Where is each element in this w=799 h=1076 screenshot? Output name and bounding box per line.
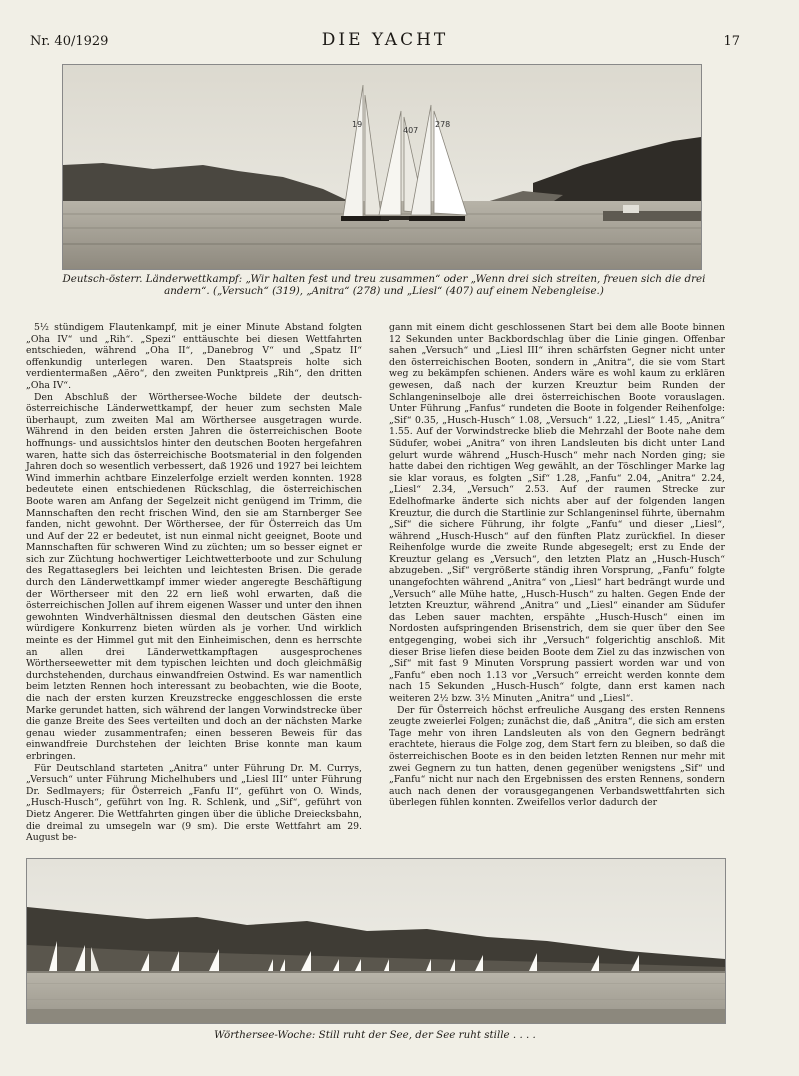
paragraph: Der für Österreich höchst erfreuliche Ausgang des ersten Rennens zeugte zweierlei Folgen; zunächst die, daß „Anitra“, die sich am ersten Tage mehr von ihren Landsleuten als von den Gegnern bedrängt erachtete, hieraus die Folge zog, dem Start fern zu bleiben, so daß die österreichischen Boote es in den beiden letzten Rennen nur mehr mit zwei Gegnern zu tun hatten, denen gegenüber wenigstens „Sif“ und „Fanfu“ nicht nur nach den Ergebnissen des ersten Rennens, sondern auch nach denen der vorausgegangenen Verbandswettfahrten sich überlegen fühlen konnten. Zweifellos verlor dadurch der — [389, 704, 725, 809]
text-column-right — [389, 322, 725, 809]
paragraph: 5½ stündigem Flautenkampf, mit je einer Minute Abstand folgten „Oha IV“ und „Rih“. „Spezi“ enttäuschte bei diesen Wettfahrten entschieden, während „Oha II“, „Danebrog V“ und „Spatz II“ offenkundig unterlegen waren. Den Staatspreis holte sich verdientermaßen „Aëro“, den zweiten Punktpreis „Rih“, den dritten „Oha IV“. — [26, 322, 362, 391]
photo-regatta-boats — [62, 64, 702, 270]
magazine-title: DIE YACHT — [321, 30, 449, 50]
caption-bottom: Wörthersee-Woche: Still ruht der See, der See ruht stille . . . . — [214, 1029, 536, 1041]
sailboats-photo-graphic — [63, 65, 701, 269]
sail-number-19: 19 — [352, 120, 363, 129]
paragraph: gann mit einem dicht geschlossenen Start bei dem alle Boote binnen 12 Sekunden unter Backbordschlag über die Linie gingen. Offenbar sahen „Versuch“ und „Liesl III“ ihren schärfsten Gegner nicht unter den österreichischen Booten, sondern in „Anitra“, die sie vom Start weg zu bekämpfen schienen. Anders wäre es wohl kaum zu erklären gewesen, daß nach der kurzen Kreuztur beim Runden der Schlangeninselboje alle drei österreichischen Boote vorauslagen. Unter Führung „Fanfus“ rundeten die Boote in folgender Reihenfolge: „Sif“ 0.35, „Husch-Husch“ 1.08, „Versuch“ 1.22, „Liesl“ 1.45, „Anitra“ 1.55. Auf der Vorwindstrecke blieb die Mehrzahl der Boote nahe dem Südufer, wobei „Anitra“ von ihren Landsleuten bis dicht unter Land gelurt wurde während „Husch-Husch“ mehr nach Norden ging; sie hatte dabei den richtigen Weg gewählt, an der Töschlinger Marke lag sie klar voraus, es folgten „Sif“ 1.28, „Fanfu“ 2.04, „Anitra“ 2.24, „Liesl“ 2.34, „Versuch“ 2.53. Auf der raumen Strecke zur Edelhofmarke änderte sich nichts aber auf der folgenden langen Kreuztur, die durch die Startlinie zur Schlangeninsel führte, übernahm „Sif“ die sichere Führung, ihr folgte „Fanfu“ und dieser „Liesl“, während „Husch-Husch“ auf den fünften Platz zurückfiel. In dieser Reihenfolge wurde die zweite Runde abgesegelt; erst zu Ende der Kreuztur gelang es „Versuch“, den letzten Platz an „Husch-Husch“ abzugeben. „Sif“ vergrößerte ständig ihren Vorsprung, „Fanfu“ folgte unangefochten während „Anitra“ von „Liesl“ hart bedrängt wurde und „Versuch“ alle Mühe hatte, „Husch-Husch“ zu halten. Gegen Ende der letzten Kreuztur, während „Anitra“ und „Liesl“ einander am Südufer das Leben sauer machten, erspähte „Husch-Husch“ einen im Nordosten aufspringenden Brisenstrich, dem sie quer über den See entgegenging, wobei sich ihr „Versuch“ folgerichtig anschloß. Mit dieser Brise liefen diese beiden Boote dem Ziel zu das inzwischen von „Sif“ mit fast 9 Minuten Vorsprung passiert worden war und von „Fanfu“ eben noch 1.13 vor „Versuch“ erreicht werden konnte dem nach 15 Sekunden „Husch-Husch“ folgte, dann erst kamen nach weiteren 2½ bzw. 3½ Minuten „Anitra“ und „Liesl“. — [389, 322, 725, 704]
page-header — [30, 30, 740, 54]
paragraph: Für Deutschland starteten „Anitra“ unter Führung Dr. M. Currys, „Versuch“ unter Führung Michelhubers und „Liesl III“ unter Führung Dr. Sedlmayers; für Österreich „Fanfu II“, geführt von O. Winds, „Husch-Husch“, geführt von Ing. R. Schlenk, und „Sif“, geführt von Dietz Angerer. Die Wettfahrten gingen über die übliche Dreiecksbahn, die dreimal zu umsegeln war (9 sm). Die erste Wettfahrt am 29. August be- — [26, 762, 362, 844]
issue-number: Nr. 40/1929 — [30, 34, 109, 49]
lake-fleet-photo-graphic — [27, 859, 725, 1023]
photo-lake-fleet — [26, 858, 726, 1024]
sail-number-278: 278 — [435, 120, 451, 129]
page-number: 17 — [723, 34, 740, 49]
sail-number-407: 407 — [403, 126, 419, 135]
paragraph: Den Abschluß der Wörthersee-Woche bildete der deutsch-österreichische Länderwettkampf, der heuer zum sechsten Male überhaupt, zum zweiten Mal am Wörthersee ausgetragen wurde. Während in den beiden ersten Jahren die österreichischen Boote hoffnungs- und aussichtslos hinter den deutschen Booten hergefahren waren, hatte sich das österreichische Bootsmaterial in den folgenden Jahren doch so wesentlich verbessert, daß 1926 und 1927 bei leichtem Wind immerhin achtbare Einzelerfolge erzielt werden konnten. 1928 bedeutete einen entschiedenen Rückschlag, die österreichischen Boote waren am Anfang der Segelzeit nicht genügend im Trimm, die Mannschaften den recht frischen Wind, den sie am Starnberger See fanden, nicht gewohnt. Der Wörthersee, der für Österreich das Um und Auf der 22 er bedeutet, ist nun einmal nicht geeignet, Boote und Mannschaften für schweren Wind zu züchten; um so besser eignet er sich zur Züchtung hochwertiger Leichtwetterboote und zur Schulung des Regattaseglers bei leichten und leichtesten Brisen. Die gerade durch den Länderwettkampf immer wieder angeregte Beschäftigung der Wörtherseer mit den 22 ern ließ wohl erwarten, daß die österreichischen Jollen auf ihrem eigenen Wasser und unter den ihnen gewohnten Windverhältnissen diesmal den deutschen Gästen eine würdigere Konkurrenz bieten würden als je vorher. Und wirklich meinte es der Himmel gut mit den Einheimischen, denn es herrschte an allen drei Länderwettkampftagen ausgesprochenes Wörtherseewetter mit dem typischen leichten und doch gleichmäßig durchstehenden, durchaus einwandfreien Ostwind. Es war namentlich beim letzten Rennen hoch interessant zu beobachten, wie die Boote, die nach der ersten kurzen Kreuzstrecke enggeschlossen die erste Marke gerundet hatten, sich während der langen Vorwindstrecke über die ganze Breite des Sees verteilten und doch an der nächsten Marke genau wieder zusammentrafen; einen besseren Beweis für das einwandfreie Durchstehen der leichten Brise konnte man kaum erbringen. — [26, 391, 362, 762]
caption-top: Deutsch-österr. Länderwettkampf: „Wir halten fest und treu zusammen“ oder „Wenn drei sich streiten, freuen sich die drei andern“. („Versuch“ (319), „Anitra“ (278) und „Liesl“ (407) auf einem Nebengleise.) — [62, 273, 706, 297]
text-column-left — [26, 322, 362, 844]
